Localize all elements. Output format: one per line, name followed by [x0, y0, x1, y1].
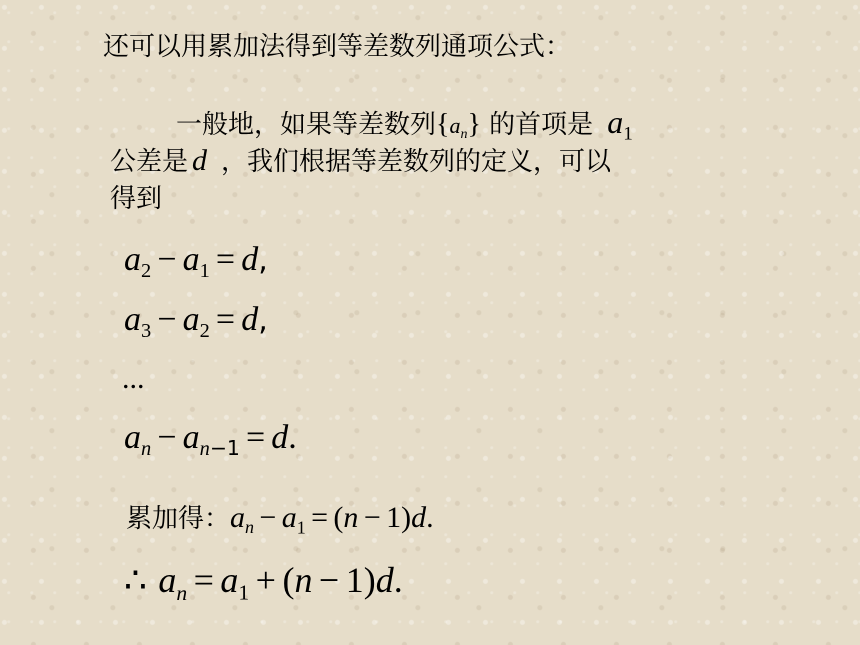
para-line-2	[110, 146, 611, 176]
para-line-2-a: 公差是	[110, 147, 189, 177]
para-line-2-b: ，我们根据等差数列的定义，可以	[221, 147, 612, 177]
equation-2: $a_3 - a_2 = d$,	[124, 301, 268, 343]
para-line-1	[176, 104, 633, 145]
seq-brace: $\{a_n\}$	[436, 109, 481, 142]
final-formula: ∴ $a_n = a_1 + (n - 1)d$.	[124, 560, 403, 605]
sum-result: 累加得：$a_n - a_1 = (n - 1)d$.	[126, 501, 434, 538]
ellipsis: ...	[122, 362, 145, 395]
a1-symbol: $a_1$	[607, 104, 633, 145]
equation-1: $a_2 - a_1 = d$,	[124, 241, 268, 283]
para-line-1-a: 一般地，如果等差数列	[176, 110, 437, 140]
para-line-3: 得到	[110, 184, 163, 214]
d-symbol: d	[192, 144, 208, 177]
para-line-1-b: 的首项是	[480, 110, 594, 140]
therefore-symbol: ∴	[124, 560, 147, 600]
intro-text: 还可以用累加法得到等差数列通项公式：	[103, 32, 572, 62]
sum-label: 累加得：	[126, 504, 231, 534]
equation-n: $a_n - a_{n-1} = d$.	[124, 419, 297, 461]
